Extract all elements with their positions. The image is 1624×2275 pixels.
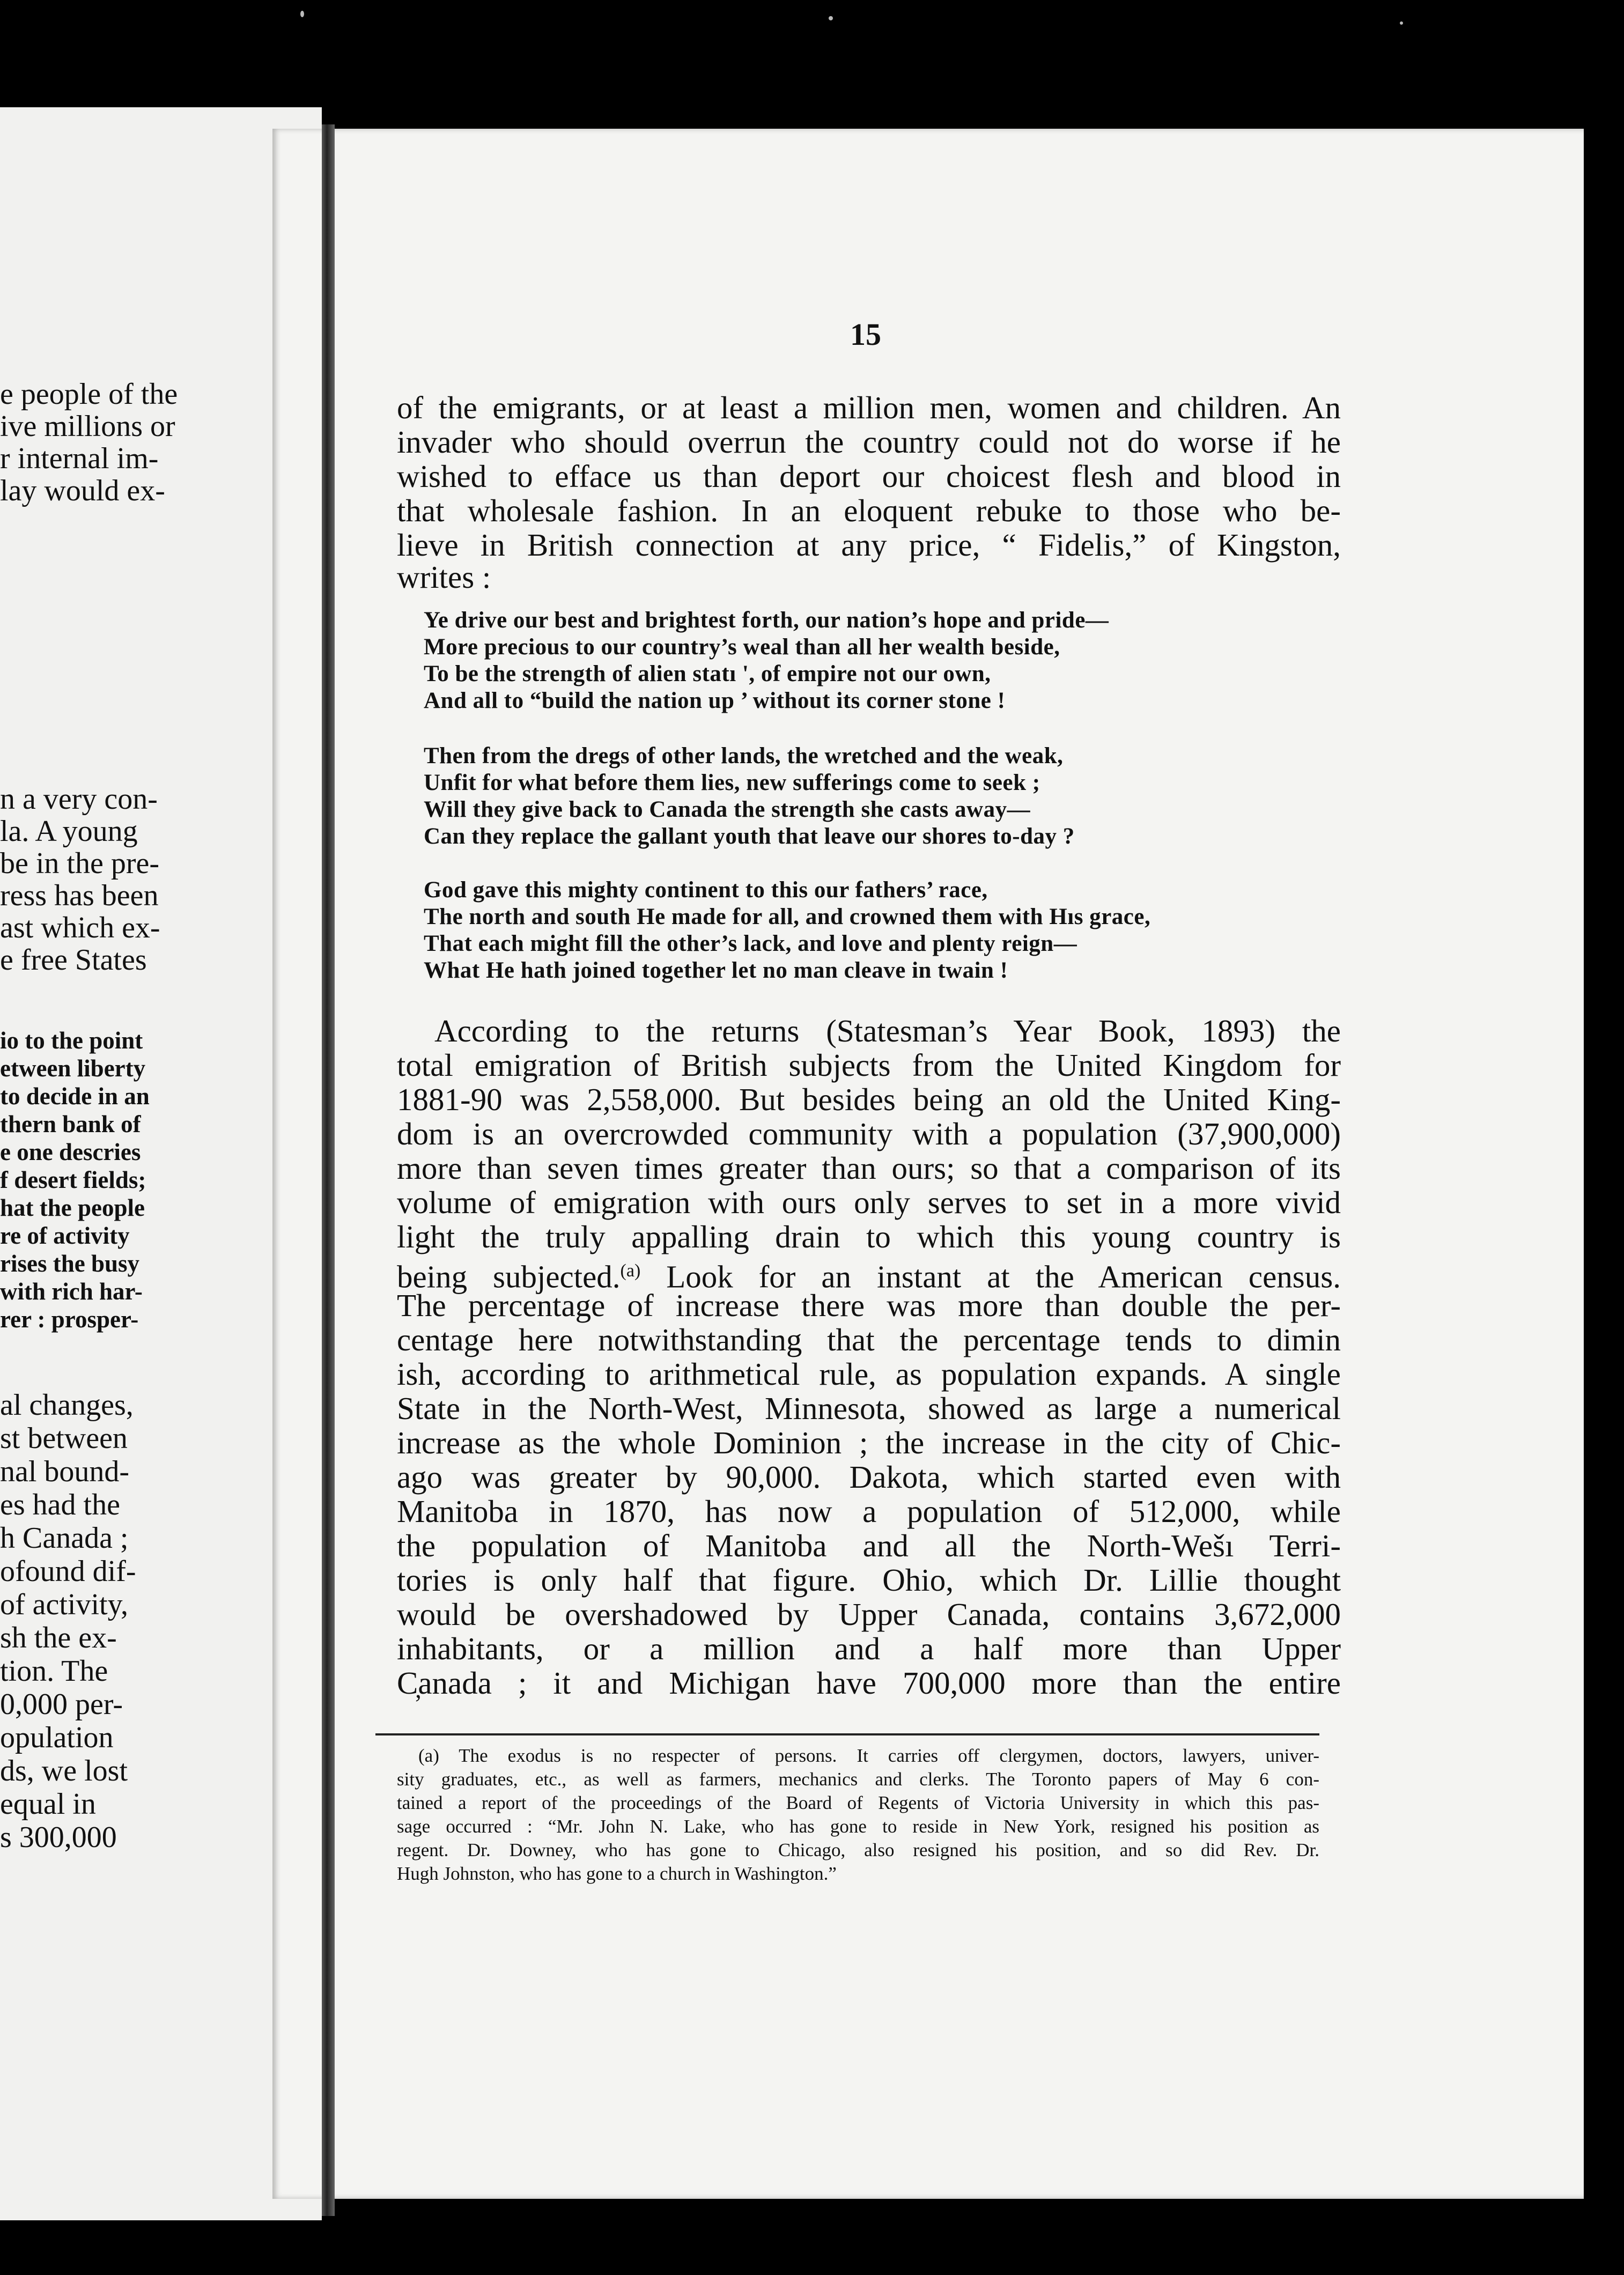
text-line: centage here notwithstanding that the percentage tends to dimin [397, 1322, 1341, 1357]
text-line: The percentage of increase there was more than double the per- [397, 1288, 1341, 1323]
text-line: tories is only half that figure. Ohio, which Dr. Lillie thought [397, 1562, 1341, 1598]
verse-line: What He hath joined together let no man cleave in twain ! [424, 958, 1008, 983]
left-line: st between [0, 1422, 128, 1455]
left-line: nal bound- [0, 1455, 130, 1488]
text-line: that wholesale fashion. In an eloquent rebuke to those who be- [397, 493, 1341, 528]
text-line: 1881-90 was 2,558,000. But besides being an old the United King- [397, 1082, 1341, 1117]
verse-line: God gave this mighty continent to this our fathers’ race, [424, 877, 988, 903]
footnote-line: Hugh Johnston, who has gone to a church in Washington.” [397, 1863, 837, 1884]
left-line: ress has been [0, 879, 159, 912]
footnote-line: regent. Dr. Downey, who has gone to Chicago, also resigned his position, and so did Rev. Dr. [397, 1840, 1319, 1860]
left-line: al changes, [0, 1388, 134, 1422]
text-line: increase as the whole Dominion ; the increase in the city of Chic- [397, 1425, 1341, 1460]
left-line: la. A young [0, 815, 138, 848]
text-line: writes : [397, 559, 491, 595]
left-line: es had the [0, 1488, 120, 1521]
text-line: ago was greater by 90,000. Dakota, which started even with [397, 1459, 1341, 1495]
footnote-line: tained a report of the proceedings of the Board of Regents of Victoria University in which this pas- [397, 1792, 1319, 1813]
left-line: ast which ex- [0, 911, 160, 944]
verse-line: Will they give back to Canada the strength she casts away— [424, 797, 1031, 822]
text-line: more than seven times greater than ours; so that a comparison of its [397, 1150, 1341, 1186]
verse-line: Then from the dregs of other lands, the wretched and the weak, [424, 743, 1064, 769]
footnote-line: (a) The exodus is no respecter of persons. It carries off clergymen, doctors, lawyers, univer- [418, 1745, 1319, 1766]
left-line: 0,000 per- [0, 1688, 123, 1721]
text-line: total emigration of British subjects from the United Kingdom for [397, 1047, 1341, 1083]
left-line: tion. The [0, 1654, 108, 1688]
left-line: etween liberty [0, 1055, 146, 1082]
left-line: rer : prosper- [0, 1306, 139, 1333]
text-line: inhabitants, or a million and a half more than Upper [397, 1631, 1341, 1666]
left-line: hat the people [0, 1194, 145, 1221]
text-fragment: being subjected. [397, 1259, 621, 1295]
left-line: be in the pre- [0, 847, 159, 880]
text-line: dom is an overcrowded community with a population (37,900,000) [397, 1116, 1341, 1151]
left-line: s 300,000 [0, 1821, 117, 1854]
verse-line: Unfit for what before them lies, new sufferings come to seek ; [424, 770, 1040, 795]
footnote-line: sity graduates, etc., as well as farmers, mechanics and clerks. The Toronto papers of May 6 con- [397, 1769, 1319, 1790]
left-line: n a very con- [0, 782, 158, 816]
text-line: the population of Manitoba and all the North-Wešı Terri- [397, 1528, 1341, 1563]
left-line: e free States [0, 943, 147, 977]
page-number: 15 [850, 317, 881, 352]
text-line: lieve in British connection at any price, “ Fidelis,” of Kingston, [397, 527, 1341, 563]
text-line: wished to efface us than deport our choicest flesh and blood in [397, 459, 1341, 494]
left-line: r internal im- [0, 442, 159, 475]
scan-speck [300, 11, 304, 17]
left-line: lay would ex- [0, 474, 165, 507]
left-line: e people of the [0, 378, 178, 411]
left-line: io to the point [0, 1027, 143, 1054]
left-line: thern bank of [0, 1111, 141, 1138]
left-line: f desert fields; [0, 1166, 146, 1193]
left-line: e one descries [0, 1139, 141, 1165]
page-gutter [322, 124, 335, 2216]
left-line: ds, we lost [0, 1754, 128, 1788]
verse-line: To be the strength of alien statı ', of empire not our own, [424, 661, 991, 686]
verse-line: More precious to our country’s weal than all her wealth beside, [424, 634, 1060, 660]
scan-speck [829, 16, 833, 20]
footnote-line: sage occurred : “Mr. John N. Lake, who has gone to reside in New York, resigned his position as [397, 1816, 1319, 1837]
scan-speck [1400, 21, 1403, 25]
text-line: of the emigrants, or at least a million men, women and children. An [397, 390, 1341, 425]
text-line: State in the North-West, Minnesota, showed as large a numerical [397, 1391, 1341, 1426]
left-line: h Canada ; [0, 1521, 129, 1555]
left-line: ive millions or [0, 410, 175, 443]
text-line: would be overshadowed by Upper Canada, contains 3,672,000 [397, 1597, 1341, 1632]
left-line: opulation [0, 1721, 114, 1754]
text-line: volume of emigration with ours only serves to set in a more vivid [397, 1185, 1341, 1220]
verse-line: Can they replace the gallant youth that leave our shores to-day ? [424, 824, 1075, 849]
left-line: equal in [0, 1788, 96, 1821]
left-line: ofound dif- [0, 1555, 136, 1588]
left-line: to decide in an [0, 1083, 150, 1110]
left-line: re of activity [0, 1222, 130, 1249]
verse-line: That each might fill the other’s lack, and love and plenty reign— [424, 931, 1077, 956]
left-line: rises the busy [0, 1250, 140, 1277]
footnote-marker[interactable]: (a) [620, 1261, 641, 1281]
left-line: with rich har- [0, 1278, 143, 1305]
verse-line: And all to “build the nation up ’ without its corner stone ! [424, 688, 1006, 713]
text-line: C̦anada ; it and Michigan have 700,000 more than the entire [397, 1665, 1341, 1701]
left-line: of activity, [0, 1588, 128, 1621]
verse-line: The north and south He made for all, and crowned them with Hıs grace, [424, 904, 1151, 929]
verse-line: Ye drive our best and brightest forth, our nation’s hope and pride— [424, 608, 1109, 633]
text-line: invader who should overrun the country could not do worse if he [397, 424, 1341, 460]
text-line: ish, according to arithmetical rule, as population expands. A single [397, 1356, 1341, 1392]
footnote-rule [375, 1733, 1319, 1735]
text-line: According to the returns (Statesman’s Year Book, 1893) the [434, 1013, 1341, 1048]
text-fragment: Look for an instant at the American census. [640, 1259, 1341, 1295]
text-line: light the truly appalling drain to which this young country is [397, 1219, 1341, 1254]
left-line: sh the ex- [0, 1621, 117, 1654]
text-line: Manitoba in 1870, has now a population of 512,000, while [397, 1494, 1341, 1529]
